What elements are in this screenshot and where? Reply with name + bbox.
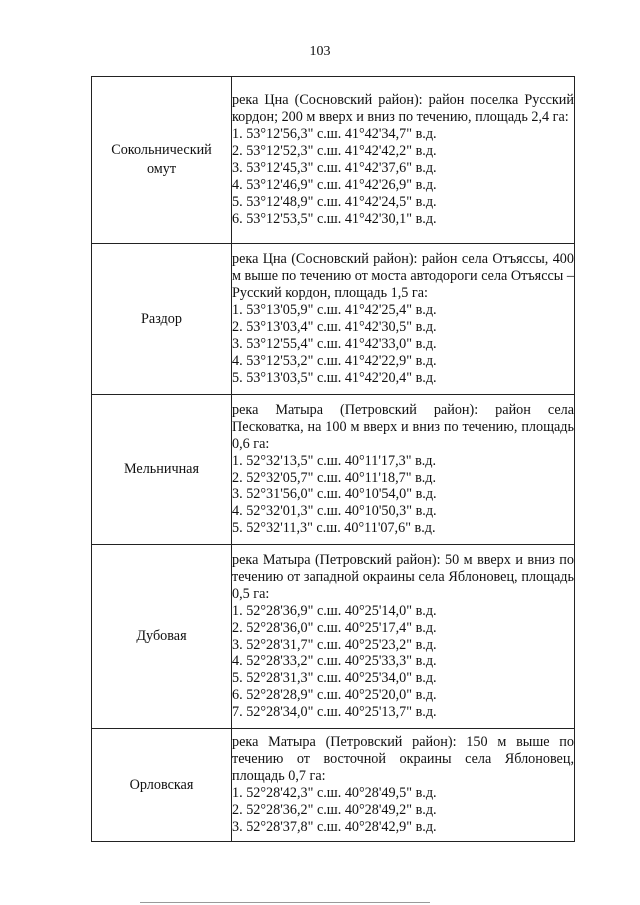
page-number: 103	[309, 44, 331, 59]
table-row	[92, 77, 575, 244]
coordinate-line: 6. 53°12'53,5" с.ш. 41°42'30,1" в.д.	[232, 210, 437, 227]
site-name-cell	[92, 244, 232, 395]
coordinate-line: 4. 52°32'01,3" с.ш. 40°10'50,3" в.д.	[232, 503, 437, 520]
site-name-line: Орловская	[129, 776, 194, 793]
site-name-cell	[92, 545, 232, 729]
coordinate-line: 2. 52°28'36,0" с.ш. 40°25'17,4" в.д.	[232, 619, 437, 636]
site-name-line: Раздор	[141, 310, 182, 327]
site-description-cell	[232, 545, 575, 729]
coordinate-line: 1. 52°28'42,3" с.ш. 40°28'49,5" в.д.	[232, 785, 437, 801]
site-description: река Цна (Сосновский район): район села Отъяссы, 400 м выше по течению от моста автодороги села Отъяссы – Русский кордон, площадь 1,5 га:	[232, 251, 574, 302]
site-name-line: омут	[146, 161, 177, 177]
site-name-line: Сокольнический	[111, 142, 212, 158]
table-row	[92, 395, 575, 545]
coordinate-line: 2. 53°12'52,3" с.ш. 41°42'42,2" в.д.	[232, 143, 437, 160]
coordinate-line: 2. 52°28'36,2" с.ш. 40°28'49,2" в.д.	[232, 801, 437, 818]
site-description-cell	[232, 77, 575, 244]
site-description: река Матыра (Петровский район): район села Песковатка, на 100 м вверх и вниз по течению, площадь 0,6 га:	[232, 401, 574, 452]
coordinate-line: 1. 53°13'05,9" с.ш. 41°42'25,4" в.д.	[232, 302, 437, 319]
coordinate-line: 6. 52°28'28,9" с.ш. 40°25'20,0" в.д.	[232, 687, 437, 704]
coordinate-line: 1. 53°12'56,3" с.ш. 41°42'34,7" в.д.	[232, 126, 437, 143]
table-row	[92, 545, 575, 729]
site-name-line: Мельничная	[123, 461, 199, 477]
coordinate-line: 3. 52°28'31,7" с.ш. 40°25'23,2" в.д.	[232, 636, 437, 653]
coordinate-line: 4. 52°28'33,2" с.ш. 40°25'33,3" в.д.	[232, 653, 437, 670]
coordinate-line: 4. 53°12'46,9" с.ш. 41°42'26,9" в.д.	[232, 176, 437, 193]
table-row	[92, 244, 575, 395]
site-name-cell	[92, 77, 232, 244]
coordinate-line: 3. 52°31'56,0" с.ш. 40°10'54,0" в.д.	[232, 486, 437, 503]
site-description-cell	[232, 395, 575, 545]
page-bottom-rule	[140, 902, 430, 903]
coordinate-line: 1. 52°32'13,5" с.ш. 40°11'17,3" в.д.	[232, 452, 437, 469]
coordinate-line: 3. 53°12'55,4" с.ш. 41°42'33,0" в.д.	[232, 335, 437, 352]
table-row	[92, 729, 575, 842]
coordinate-line: 5. 52°32'11,3" с.ш. 40°11'07,6" в.д.	[232, 520, 436, 537]
site-description-cell	[232, 729, 575, 842]
coordinate-line: 5. 53°12'48,9" с.ш. 41°42'24,5" в.д.	[232, 193, 437, 210]
coordinate-line: 2. 53°13'03,4" с.ш. 41°42'30,5" в.д.	[232, 319, 437, 335]
site-description: река Матыра (Петровский район): 150 м выше по течению от восточной окраины села Яблоновец, площадь 0,7 га:	[232, 734, 574, 785]
site-name-cell	[92, 395, 232, 545]
coordinate-line: 1. 52°28'36,9" с.ш. 40°25'14,0" в.д.	[232, 602, 437, 619]
site-name-line: Дубовая	[136, 628, 187, 644]
coordinate-line: 2. 52°32'05,7" с.ш. 40°11'18,7" в.д.	[232, 469, 437, 486]
coordinate-line: 3. 53°12'45,3" с.ш. 41°42'37,6" в.д.	[232, 160, 437, 176]
coordinate-line: 4. 53°12'53,2" с.ш. 41°42'22,9" в.д.	[232, 352, 437, 369]
coordinate-line: 5. 53°13'03,5" с.ш. 41°42'20,4" в.д.	[232, 369, 437, 386]
site-description-cell	[232, 244, 575, 395]
coordinate-line: 3. 52°28'37,8" с.ш. 40°28'42,9" в.д.	[232, 818, 437, 835]
site-name-cell	[92, 729, 232, 842]
fishing-sites-table	[91, 76, 575, 842]
site-description: река Цна (Сосновский район): район поселка Русский кордон; 200 м вверх и вниз по течению, площадь 2,4 га:	[232, 92, 574, 126]
coordinate-line: 7. 52°28'34,0" с.ш. 40°25'13,7" в.д.	[232, 704, 437, 721]
coordinate-line: 5. 52°28'31,3" с.ш. 40°25'34,0" в.д.	[232, 670, 437, 687]
site-description: река Матыра (Петровский район): 50 м вверх и вниз по течению от западной окраины села Яблоновец, площадь 0,5 га:	[232, 551, 574, 602]
